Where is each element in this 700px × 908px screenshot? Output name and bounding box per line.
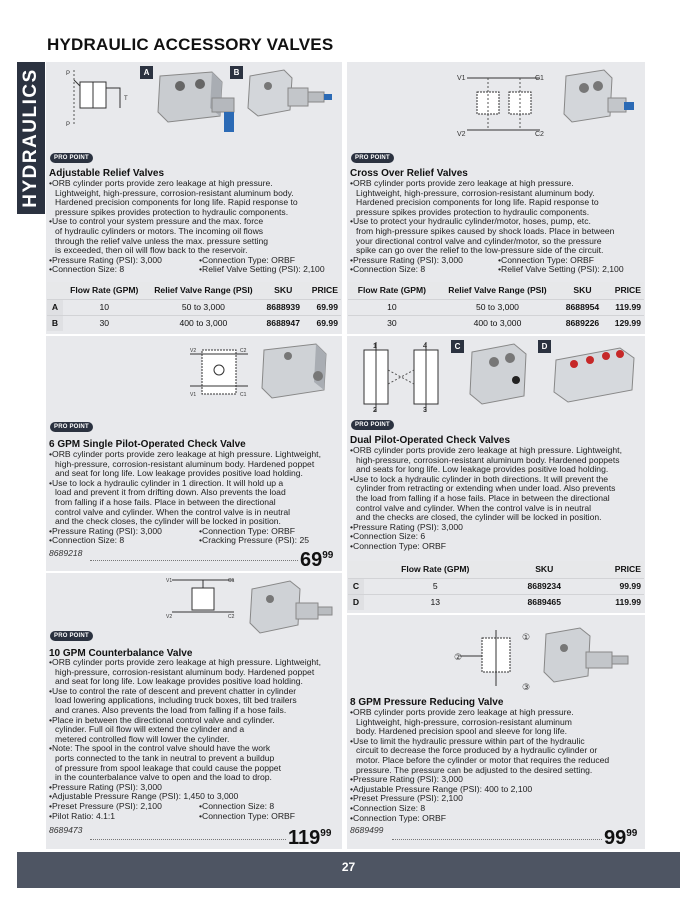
diagram-label-v1: V1 bbox=[457, 75, 466, 82]
crossover-table bbox=[348, 282, 644, 331]
counter-line-1: • ORB cylinder ports provide zero leakage at high pressure. Lightweight, bbox=[49, 658, 341, 668]
dual-table bbox=[348, 561, 644, 610]
counter-line-6: and cranes. Also prevents the load from falling if a hose fails. bbox=[55, 704, 287, 715]
dual-label-2: 2 bbox=[373, 407, 377, 414]
dual-line-7: control valve and cylinder. When the control valve is in neutral bbox=[356, 502, 592, 513]
crossover-description bbox=[350, 179, 644, 275]
relief-th-range: Relief Valve Range (PSI) bbox=[145, 282, 261, 299]
counter-title: 10 GPM Counterbalance Valve bbox=[49, 648, 193, 659]
reducing-line-10: • Preset Pressure (PSI): 2,100 bbox=[350, 794, 644, 804]
pro-point-badge-relief: PRO POINT bbox=[50, 153, 93, 163]
diagram-label-c2: C2 bbox=[535, 131, 544, 138]
counter-spec-pilot: • Pilot Ratio: 4.1:1 bbox=[49, 812, 199, 822]
dual-line-9: • Pressure Rating (PSI): 3,000 bbox=[350, 523, 644, 533]
crossover-schematic bbox=[455, 70, 550, 138]
crossover-line-4: pressure spikes provides protection to hydraulic components. bbox=[356, 206, 590, 217]
diagram-label-v2: V2 bbox=[457, 131, 466, 138]
pro-point-badge-dual: PRO POINT bbox=[351, 420, 394, 430]
reducing-description bbox=[350, 708, 644, 823]
dual-line-11: • Connection Type: ORBF bbox=[350, 542, 644, 552]
relief-line-2: Lightweight, high-pressure, corrosion-resistant aluminum body. bbox=[55, 187, 294, 198]
dual-line-3: and seats for long life. Low leakage provides positive load holding. bbox=[356, 464, 609, 475]
counter-line-9: metered controlled flow will lower the cylinder. bbox=[55, 733, 230, 744]
check-line-2: high-pressure, corrosion-resistant aluminum body. Hardened poppet bbox=[55, 458, 315, 469]
counter-line-12: of pressure from spool leakage that could cause the poppet bbox=[55, 762, 281, 773]
check-label-v2: V2 bbox=[190, 348, 197, 354]
counter-schematic bbox=[164, 574, 240, 620]
check-price: $69^{99}$ bbox=[300, 549, 334, 571]
dual-th-price: PRICE bbox=[582, 561, 644, 578]
check-line-8: and the check closes, the cylinder will be locked in position. bbox=[55, 516, 281, 527]
dual-line-2: high-pressure, corrosion-resistant aluminum body. Hardened poppets bbox=[356, 454, 620, 465]
crossover-line-5: • Use to protect your hydraulic cylinder/motor, hoses, pump, etc. bbox=[350, 217, 644, 227]
relief-th-price: PRICE bbox=[305, 282, 341, 299]
reducing-sku: 8689499 bbox=[350, 825, 384, 835]
counter-line-8: cylinder. Full oil flow will extend the cylinder and a bbox=[55, 724, 245, 735]
counter-spec-conn-size: • Connection Size: 8 bbox=[199, 802, 274, 812]
reducing-valve-image bbox=[540, 622, 640, 694]
counter-line-3: and seat for long life. Low leakage provides positive load holding. bbox=[55, 676, 303, 687]
product-label-d: D bbox=[538, 340, 551, 353]
reducing-line-8: • Pressure Rating (PSI): 3,000 bbox=[350, 775, 644, 785]
crossover-valve-image bbox=[560, 66, 640, 138]
dual-schematic bbox=[356, 340, 448, 414]
reducing-line-7: pressure. The pressure can be adjusted to the desired setting. bbox=[356, 764, 593, 775]
check-schematic bbox=[186, 344, 252, 400]
counter-line-14: • Pressure Rating (PSI): 3,000 bbox=[49, 783, 341, 793]
counter-line-15: • Adjustable Pressure Range (PSI): 1,450 to 3,000 bbox=[49, 792, 341, 802]
table-row: D 13 8689465 119.99 bbox=[348, 594, 644, 610]
table-row: 30 400 to 3,000 8689226 129.99 bbox=[348, 315, 644, 331]
check-line-6: from falling if a hose fails. Place in between the directional bbox=[55, 496, 276, 507]
page-number: 27 bbox=[341, 860, 356, 874]
pro-point-badge-counter: PRO POINT bbox=[50, 631, 93, 641]
reducing-line-1: • ORB cylinder ports provide zero leakage at high pressure. bbox=[350, 708, 644, 718]
check-line-7: control valve and cylinder. When the control valve is in neutral bbox=[55, 506, 291, 517]
diagram-label-c1: C1 bbox=[535, 75, 544, 82]
crossover-spec-conn-type: • Connection Type: ORBF bbox=[498, 256, 594, 266]
diagram-label-p: P bbox=[66, 71, 71, 77]
relief-line-1: • ORB cylinder ports provide zero leakage at high pressure. bbox=[49, 179, 341, 189]
check-spec-pressure: • Pressure Rating (PSI): 3,000 bbox=[49, 527, 199, 537]
relief-line-3: Hardened precision components for long life. Rapid response to bbox=[55, 197, 298, 208]
counter-line-5: load lowering applications, including truck boxes, tilt bed trailers bbox=[55, 695, 297, 706]
table-row: C 5 8689234 99.99 bbox=[348, 578, 644, 594]
reducing-title: 8 GPM Pressure Reducing Valve bbox=[350, 697, 504, 708]
relief-valve-b-image bbox=[244, 66, 336, 136]
page-footer bbox=[17, 852, 680, 888]
check-line-4: • Use to lock a hydraulic cylinder in 1 direction. It will hold up a bbox=[49, 479, 341, 489]
check-spec-conn-size: • Connection Size: 8 bbox=[49, 536, 199, 546]
check-label-c1: C1 bbox=[240, 392, 247, 398]
relief-th-flow: Flow Rate (GPM) bbox=[63, 282, 145, 299]
product-label-b: B bbox=[230, 66, 243, 79]
counter-price: $119^{99}$ bbox=[288, 827, 332, 849]
crossover-spec-setting: • Relief Valve Setting (PSI): 2,100 bbox=[498, 265, 624, 275]
check-line-3: and seat for long life. Low leakage provides positive load holding. bbox=[55, 468, 303, 479]
counter-description bbox=[49, 658, 341, 821]
relief-title: Adjustable Relief Valves bbox=[49, 168, 165, 179]
relief-spec-setting: • Relief Valve Setting (PSI): 2,100 bbox=[199, 265, 325, 275]
crossover-th-range: Relief Valve Range (PSI) bbox=[436, 282, 559, 299]
relief-description bbox=[49, 179, 341, 275]
reducing-line-6: motor. Place before the cylinder or motor that requires the reduced bbox=[356, 754, 610, 765]
reducing-line-12: • Connection Type: ORBF bbox=[350, 814, 644, 824]
dual-line-4: • Use to lock a hydraulic cylinder in both directions. It will prevent the bbox=[350, 475, 644, 485]
crossover-line-7: your directional control valve and cylinder/motor, so the pressure bbox=[356, 235, 602, 246]
table-row: A 10 50 to 3,000 8688939 69.99 bbox=[47, 299, 341, 315]
relief-table bbox=[47, 282, 341, 331]
crossover-spec-conn-size: • Connection Size: 8 bbox=[350, 265, 498, 275]
dual-line-1: • ORB cylinder ports provide zero leakage at high pressure. Lightweight, bbox=[350, 446, 644, 456]
reducing-label-1: ① bbox=[522, 633, 531, 643]
dual-title: Dual Pilot-Operated Check Valves bbox=[350, 435, 511, 446]
relief-th-sku: SKU bbox=[261, 282, 305, 299]
counter-line-4: • Use to control the rate of descent and prevent chatter in cylinder bbox=[49, 687, 341, 697]
check-valve-image bbox=[258, 340, 338, 406]
counter-label-v2: V2 bbox=[166, 614, 173, 620]
dual-th-sku: SKU bbox=[506, 561, 582, 578]
relief-schematic bbox=[62, 66, 138, 130]
reducing-price: $99^{99}$ bbox=[604, 827, 638, 849]
check-title: 6 GPM Single Pilot-Operated Check Valve bbox=[49, 439, 246, 450]
relief-line-4: pressure spikes provides protection to hydraulic components. bbox=[55, 206, 289, 217]
reducing-line-5: circuit to decrease the force produced by a hydraulic cylinder or bbox=[356, 745, 598, 756]
relief-spec-pressure: • Pressure Rating (PSI): 3,000 bbox=[49, 256, 199, 266]
dual-line-10: • Connection Size: 6 bbox=[350, 532, 644, 542]
relief-spec-conn-size: • Connection Size: 8 bbox=[49, 265, 199, 275]
relief-line-5: • Use to control your system pressure and the max. force bbox=[49, 217, 341, 227]
page-title: HYDRAULIC ACCESSORY VALVES bbox=[47, 35, 334, 54]
dual-label-3: 3 bbox=[423, 407, 427, 414]
dual-line-6: the load from falling if a hose fails. Place in between the directional bbox=[356, 492, 610, 503]
relief-line-8: is exceeded, then oil will flow back to the reservoir. bbox=[55, 245, 248, 256]
relief-valve-a-image bbox=[150, 68, 240, 140]
counter-line-10: • Note: The spool in the control valve should have the work bbox=[49, 744, 341, 754]
crossover-line-8: spike can go over the relief to the low-pressure side of the circuit. bbox=[356, 245, 604, 256]
reducing-line-11: • Connection Size: 8 bbox=[350, 804, 644, 814]
product-label-a: A bbox=[140, 66, 153, 79]
diagram-label-t: T bbox=[124, 96, 128, 102]
check-description bbox=[49, 450, 341, 546]
dual-line-5: cylinder from retracting or extending when under load. Also prevents bbox=[356, 483, 616, 494]
crossover-line-3: Hardened precision components for long life. Rapid response to bbox=[356, 197, 599, 208]
check-dots bbox=[90, 560, 298, 561]
check-line-5: load and prevent it from drifting down. Also prevents the load bbox=[55, 487, 286, 498]
counter-line-13: in the counterbalance valve to open and the load to drop. bbox=[55, 772, 272, 783]
counter-spec-conn-type: • Connection Type: ORBF bbox=[199, 812, 295, 822]
dual-line-8: and the checks are closed, the cylinder will be locked in position. bbox=[356, 512, 602, 523]
check-spec-conn-type: • Connection Type: ORBF bbox=[199, 527, 295, 537]
crossover-th-flow: Flow Rate (GPM) bbox=[348, 282, 436, 299]
diagram-label-p2: P bbox=[66, 122, 71, 128]
counter-label-c1: C1 bbox=[228, 578, 235, 584]
pro-point-badge-check: PRO POINT bbox=[50, 422, 93, 432]
crossover-line-1: • ORB cylinder ports provide zero leakage at high pressure. bbox=[350, 179, 644, 189]
relief-spec-conn-type: • Connection Type: ORBF bbox=[199, 256, 295, 266]
dual-valve-c-image bbox=[466, 340, 538, 412]
reducing-line-2: Lightweight, high-pressure, corrosion-resistant aluminum bbox=[356, 716, 572, 727]
reducing-line-3: body. Hardened precision spool and sleeve for long life. bbox=[356, 726, 567, 737]
crossover-spec-pressure: • Pressure Rating (PSI): 3,000 bbox=[350, 256, 498, 266]
counter-sku: 8689473 bbox=[49, 825, 83, 835]
product-label-c: C bbox=[451, 340, 464, 353]
dual-valve-d-image bbox=[550, 340, 640, 412]
reducing-line-4: • Use to limit the hydraulic pressure within part of the hydraulic bbox=[350, 737, 644, 747]
relief-line-7: through the relief valve unless the max. pressure setting bbox=[55, 235, 269, 246]
check-line-1: • ORB cylinder ports provide zero leakage at high pressure. Lightweight, bbox=[49, 450, 341, 460]
counter-line-7: • Place in between the directional control valve and cylinder. bbox=[49, 716, 341, 726]
section-tab-label: HYDRAULICS bbox=[20, 68, 41, 208]
reducing-line-9: • Adjustable Pressure Range (PSI): 400 to 2,100 bbox=[350, 785, 644, 795]
dual-th-flow: Flow Rate (GPM) bbox=[364, 561, 506, 578]
check-label-v1: V1 bbox=[190, 392, 197, 398]
section-tab bbox=[17, 62, 45, 214]
check-spec-cracking: • Cracking Pressure (PSI): 25 bbox=[199, 536, 309, 546]
check-label-c2: C2 bbox=[240, 348, 247, 354]
counter-label-c2: C2 bbox=[228, 614, 235, 620]
crossover-title: Cross Over Relief Valves bbox=[350, 168, 468, 179]
reducing-schematic bbox=[452, 626, 536, 692]
counter-valve-image bbox=[246, 575, 338, 645]
crossover-line-2: Lightweight, high-pressure, corrosion-resistant aluminum body. bbox=[356, 187, 595, 198]
pro-point-badge-crossover: PRO POINT bbox=[351, 153, 394, 163]
crossover-line-6: from high-pressure spikes caused by shock loads. Place in between bbox=[356, 225, 615, 236]
counter-dots bbox=[90, 839, 286, 840]
reducing-label-3: ③ bbox=[522, 683, 531, 692]
counter-line-11: ports connected to the tank in neutral to prevent a buildup bbox=[55, 752, 275, 763]
counter-line-2: high-pressure, corrosion-resistant aluminum body. Hardened poppet bbox=[55, 666, 315, 677]
check-sku: 8689218 bbox=[49, 548, 83, 558]
dual-label-4: 4 bbox=[423, 343, 427, 350]
counter-label-v1: V1 bbox=[166, 578, 173, 584]
reducing-dots bbox=[392, 839, 602, 840]
crossover-th-sku: SKU bbox=[559, 282, 606, 299]
crossover-th-price: PRICE bbox=[606, 282, 644, 299]
counter-spec-preset: • Preset Pressure (PSI): 2,100 bbox=[49, 802, 199, 812]
relief-line-6: of hydraulic cylinders or motors. The incoming oil flows bbox=[55, 225, 264, 236]
table-row: B 30 400 to 3,000 8688947 69.99 bbox=[47, 315, 341, 331]
reducing-label-2: ② bbox=[454, 653, 463, 663]
table-row: 10 50 to 3,000 8688954 119.99 bbox=[348, 299, 644, 315]
dual-label-1: 1 bbox=[373, 343, 377, 350]
dual-description bbox=[350, 446, 644, 552]
